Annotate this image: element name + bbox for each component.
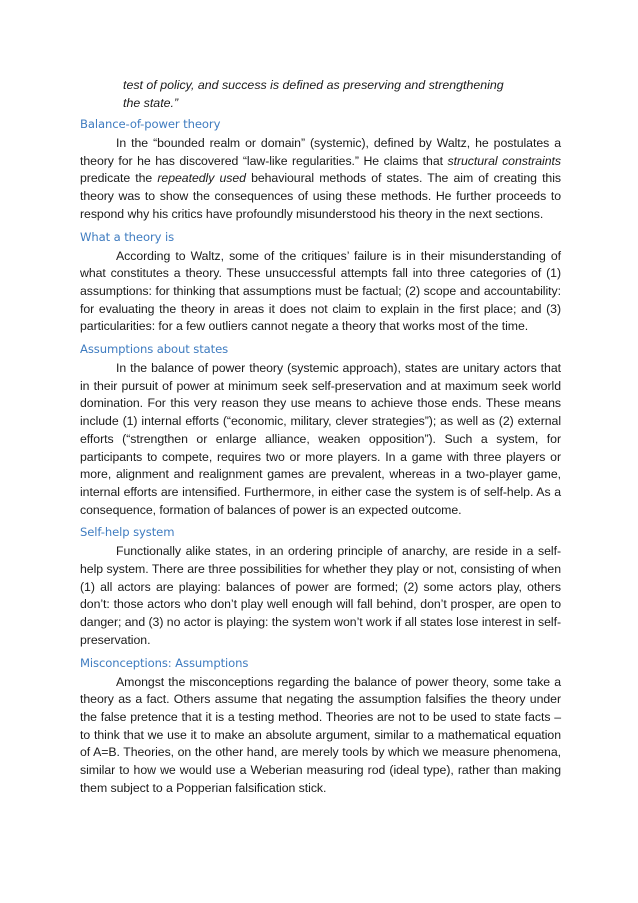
section-balance-of-power-theory [80, 116, 561, 224]
section-heading: Balance-of-power theory [80, 117, 221, 131]
section-paragraph [80, 248, 561, 337]
section-paragraph [80, 674, 561, 798]
block-quote-continuation [123, 76, 543, 112]
text-run: In the balance of power theory (systemic approach), states are unitary actors that in their pursuit of power at minimum seek self-preservation and at maximum seek world domination. For this very reason they use means to achieve those ends. These means include (1) internal efforts (“economic, military, clever strategies”); as well as (2) external efforts (“strengthen or enlarge alliance, weaken opposition”). Such a system, for participants to compete, requires two or more players. In a game with three players or more, alignment and realignment games are prevalent, whereas in a two-player game, internal efforts are intensified. Furthermore, in either case the system is of self-help. As a consequence, formation of balances of power is an expected outcome. [80, 361, 561, 517]
text-run: Functionally alike states, in an ordering principle of anarchy, are reside in a self-help system. There are three possibilities for whether they play or not, consisting of when (1) all actors are playing: balances of power are formed; (2) some actors play, others don’t: those actors who don’t play well enough will fall behind, don’t prosper, are open to danger; and (3) no actor is playing: the system won’t work if all states lose interest in self-preservation. [80, 544, 561, 647]
text-run: In the “bounded realm or domain” (systemic), defined by Waltz, he postulates a theory for he has discovered “law-like regularities.” He claims that [80, 136, 561, 168]
document-body [80, 116, 561, 798]
section-heading: Self-help system [80, 525, 175, 540]
section-what-a-theory-is [80, 229, 561, 337]
text-run: behavioural methods of states. The aim of creating this theory was to show the consequences of using these methods. He further proceeds to respond why his critics have profoundly misunderstood his theory in the next sections. [80, 171, 561, 221]
italic-text-run: repeatedly used [157, 171, 246, 186]
section-paragraph [80, 543, 561, 649]
text-run: predicate the [80, 171, 158, 186]
section-paragraph [80, 360, 561, 519]
section-heading: Misconceptions: Assumptions [80, 655, 249, 670]
quote-line: test of policy, and success is defined as preserving and strengthening [123, 78, 504, 92]
text-run: Amongst the misconceptions regarding the balance of power theory, some take a theory as a fact. Others assume that negating the assumption falsifies the theory under the false pretence that it is a testing method. Theories are not to be used to state facts – to think that we use it to make an absolute argument, similar to a mathematical equation of A=B. Theories, on the other hand, are merely tools by which we measure phenomena, similar to how we would use a Weberian measuring rod (ideal type), rather than making them subject to a Popperian falsification stick. [80, 674, 561, 795]
italic-text-run: structural constraints [447, 153, 561, 168]
section-self-help-system [80, 524, 561, 649]
text-run: According to Waltz, some of the critiques’ failure is in their misunderstanding of what constitutes a theory. These unsuccessful attempts fall into three categories of (1) assumptions: for thinking that assumptions must be factual; (2) scope and accountability: for evaluating the theory in areas it does not claim to explain in the first place; and (3) particularities: for a few outliers cannot negate a theory that works most of the time. [80, 248, 561, 334]
section-assumptions-about-states [80, 341, 561, 519]
section-heading: Assumptions about states [80, 342, 229, 357]
quote-line: the state.” [123, 96, 179, 110]
section-paragraph [80, 135, 561, 224]
section-misconceptions-assumptions [80, 655, 561, 798]
section-heading: What a theory is [80, 229, 175, 244]
